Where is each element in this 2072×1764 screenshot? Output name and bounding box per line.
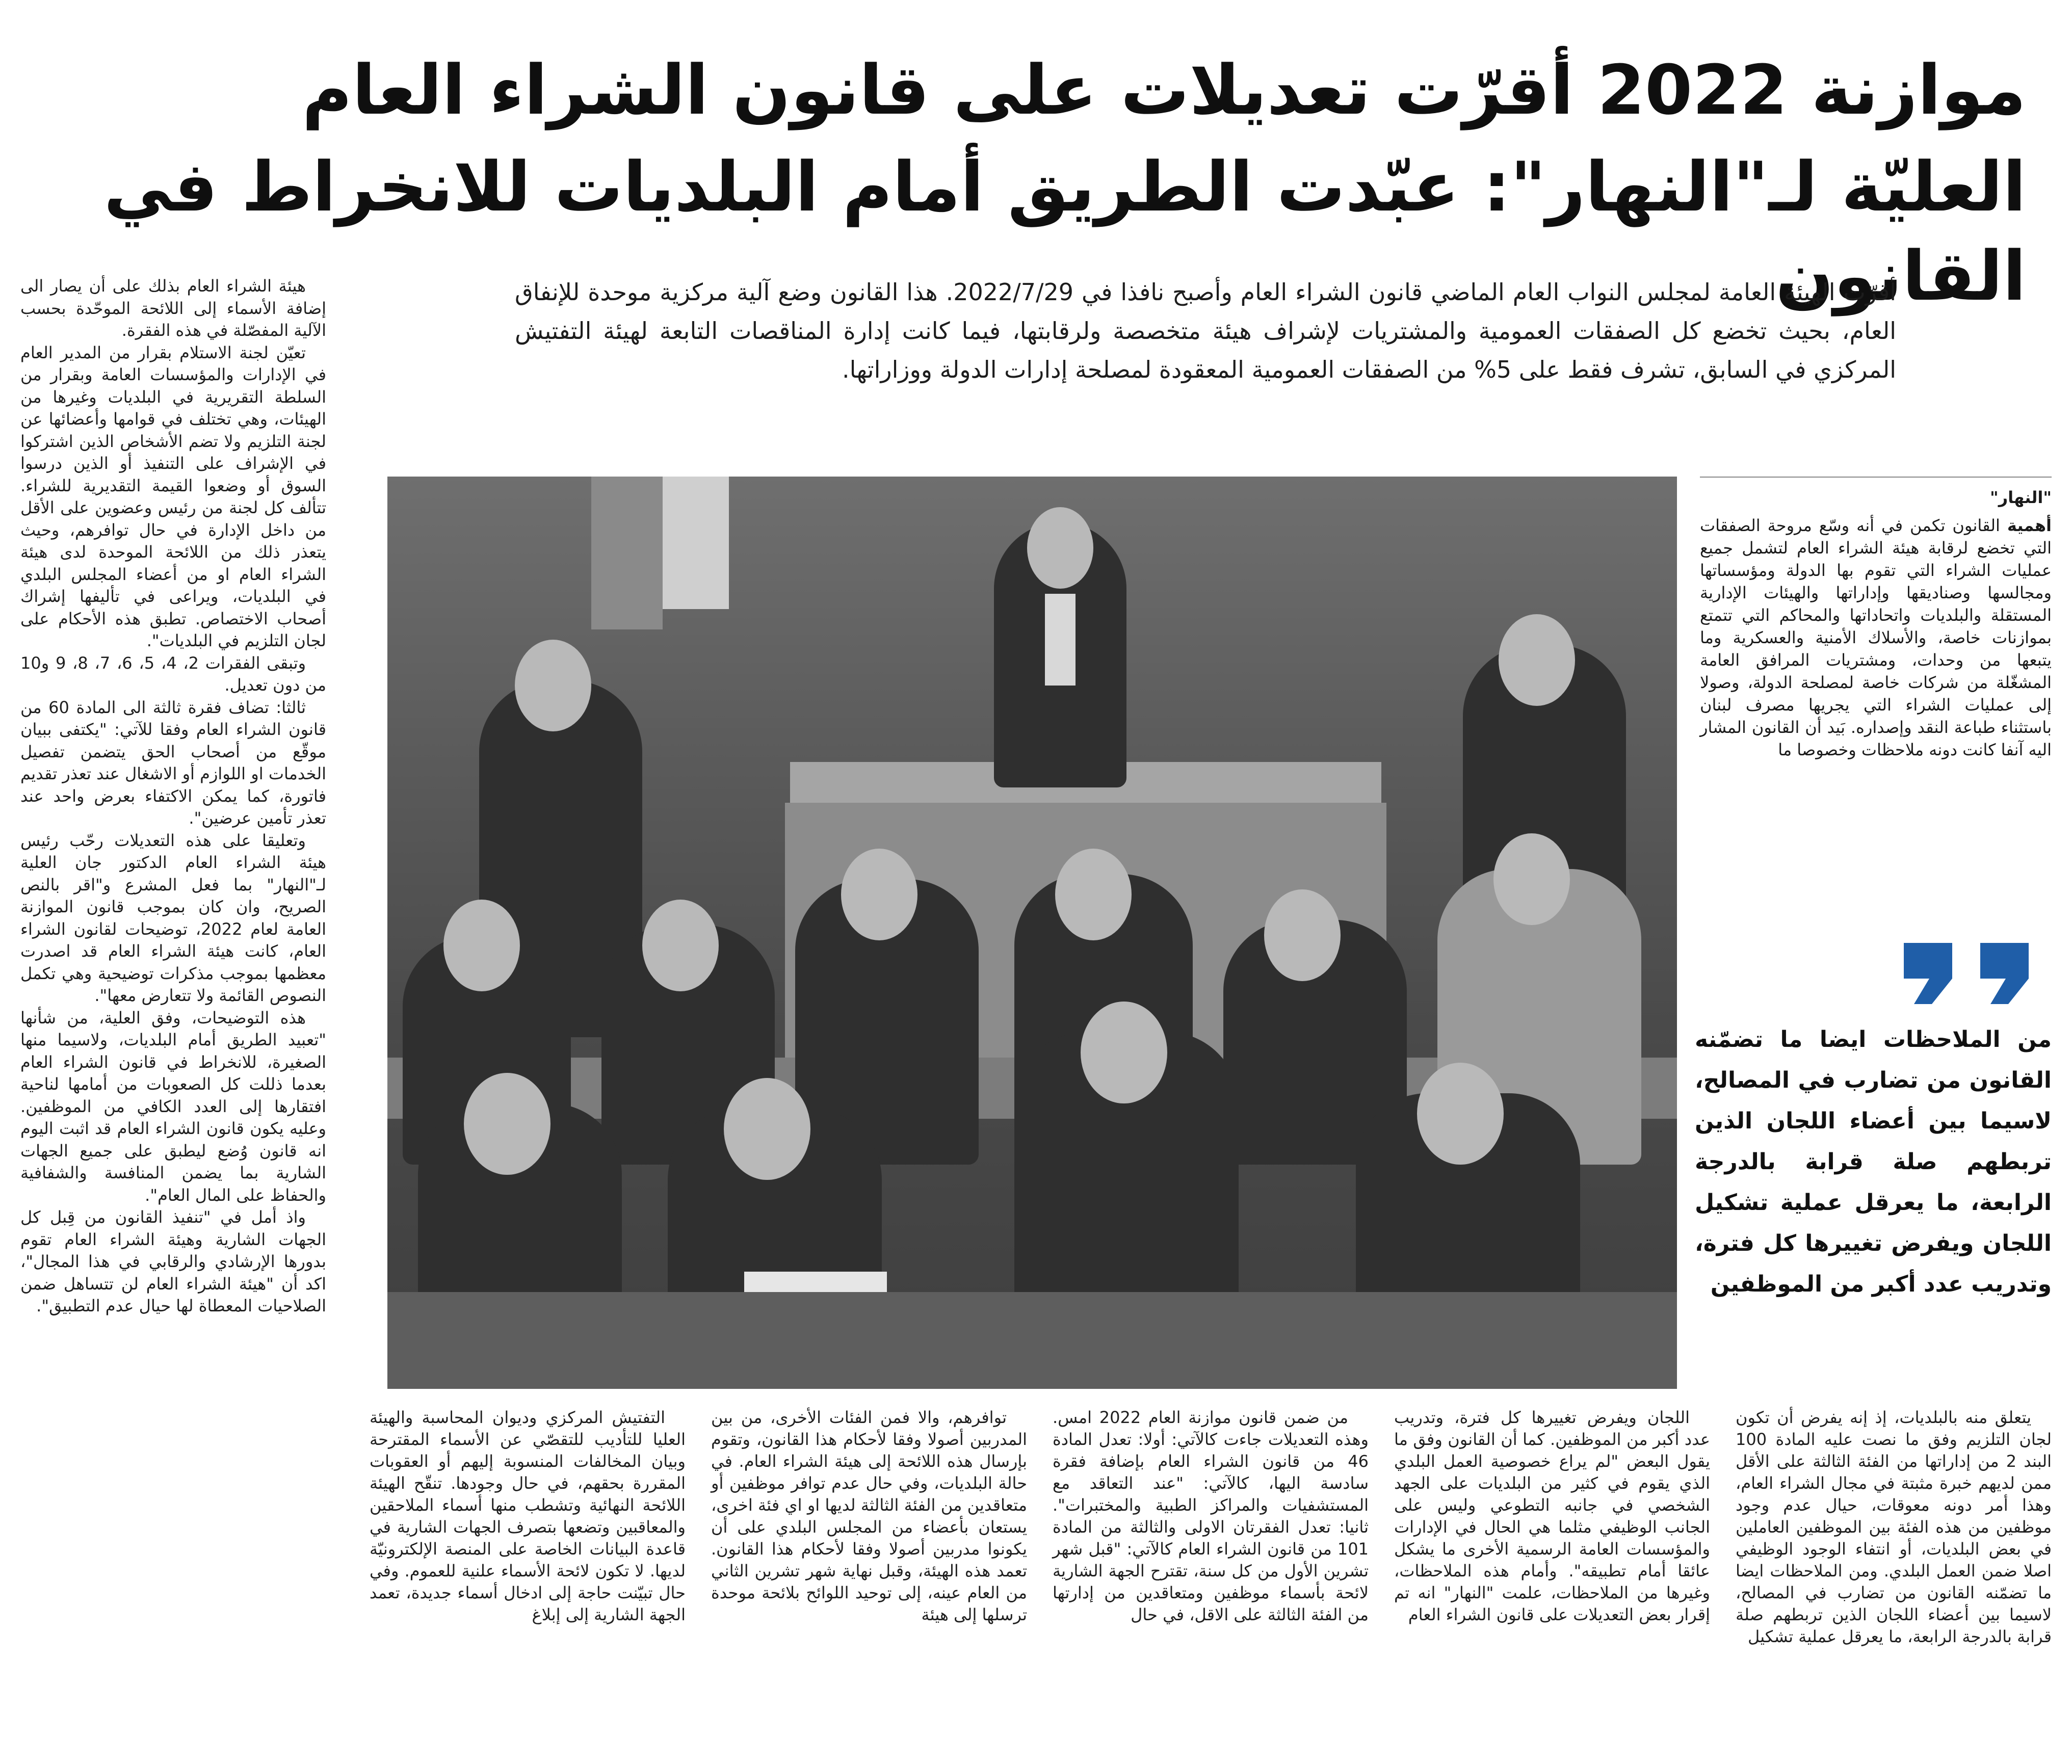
bottom-column xyxy=(711,1407,1027,1753)
bottom-paragraph: من ضمن قانون موازنة العام 2022 امس. وهذه التعديلات جاءت كالآتي: أولا: تعدل المادة 46 من قانون الشراء العام بإضافة فقرة سادسة اليها، كالآتي: "عند التعاقد مع المستشفيات والمراكز الطبية والمختبرات". ثانيا: تعدل الفقرتان الاولى والثالثة من المادة 101 من قانون الشراء العام كالآتي: "قبل شهر تشرين الأول من كل سنة، تقترح الجهة الشارية لائحة بأسماء موظفين ومتعاقدين من إدارتها من الفئة الثالثة على الاقل، في حال xyxy=(1053,1408,1369,1624)
bottom-column xyxy=(1394,1407,1710,1753)
left-paragraph: وتبقى الفقرات 2، 4، 5، 6، 7، 8، 9 و10 من دون تعديل. xyxy=(20,653,326,695)
person-face xyxy=(443,900,520,991)
flag-shape xyxy=(591,477,663,629)
person-face xyxy=(515,640,591,731)
person-face xyxy=(1027,507,1093,589)
person-face xyxy=(724,1078,810,1180)
bottom-paragraph: اللجان ويفرض تغييرها كل فترة، وتدريب عدد أكبر من الموظفين. كما أن القانون وفق ما يقول البعض "لم يراع خصوصية العمل البلدي الذي يقوم في كثير من البلديات على الجهد الشخصي في جانبه التطوعي وليس على الجانب الوظيفي مثلما هي الحال في الإدارات والمؤسسات العامة الرسمية الأخرى ما يشكل عائقا أمام تطبيقه". وأمام هذه الملاحظات، وغيرها من الملاحظات، علمت "النهار" انه تم إقرار بعض التعديلات على قانون الشراء العام xyxy=(1394,1408,1710,1624)
bottom-paragraph: يتعلق منه بالبلديات، إذ إنه يفرض أن تكون لجان التلزيم وفق ما نصت عليه المادة 100 البند 2 من إداراتها من الفئة الثالثة على الأقل ممن لديهم خبرة مثبتة في مجال الشراء العام، وهذا أمر دونه معوقات، حيال عدم وجود موظفين من هذه الفئة بين الموظفين العاملين في بعض البلديات، أو انتفاء الوجود الوظيفي اصلا ضمن العمل البلدي. ومن الملاحظات ايضا ما تضمّنه القانون من تضارب في المصالح، لاسيما بين أعضاء اللجان الذين تربطهم صلة قرابة بالدرجة الرابعة، ما يعرقل عملية تشكيل xyxy=(1736,1408,2052,1646)
quote-icon xyxy=(1904,943,2041,1004)
person-face xyxy=(1264,889,1341,981)
left-paragraph: هيئة الشراء العام بذلك على أن يصار الى إضافة الأسماء إلى اللائحة الموحّدة بحسب الآلية المفصّلة في هذه الفقرة. xyxy=(20,276,326,340)
flag-shape xyxy=(663,477,729,609)
person-face xyxy=(1499,614,1575,706)
person-face xyxy=(1055,849,1132,940)
parliament-session-photo xyxy=(387,477,1677,1389)
bottom-paragraph: التفتيش المركزي وديوان المحاسبة والهيئة العليا للتأديب للتقصّي عن الأسماء المقترحة وبيان المخالفات المنسوبة إليهم أو العقوبات المقررة بحقهم، في حال وجودها. تنقّح الهيئة اللائحة النهائية وتشطب منها أسماء الملاحقين والمعاقبين وتضعها بتصرف الجهات الشارية في قاعدة البيانات الخاصة على المنصة الإلكترونيّة لديها. لا تكون لائحة الأسماء علنية للعموم. وفي حال تبيّنت حاجة إلى ادخال أسماء جديدة، تعمد الجهة الشارية إلى إبلاغ xyxy=(370,1408,686,1624)
pull-quote: من الملاحظات ايضا ما تضمّنه القانون من تضارب في المصالح، لاسيما بين أعضاء اللجان الذين تربطهم صلة قرابة بالدرجة الرابعة، ما يعرقل عملية تشكيل اللجان ويفرض تغييرها كل فترة، وتدريب عدد أكبر من الموظفين xyxy=(1695,1026,2052,1297)
left-paragraph: واذ أمل في "تنفيذ القانون من قِبل كل الجهات الشارية وهيئة الشراء العام تقوم بدورها الإرشادي والرقابي في هذا المجال"، اكد أن "هيئة الشراء العام لن تتساهل ضمن الصلاحيات المعطاة لها حيال عدم التطبيق". xyxy=(20,1207,326,1315)
person-face xyxy=(1417,1063,1504,1165)
person-shirt xyxy=(1045,594,1076,686)
bottom-column xyxy=(370,1407,686,1753)
left-paragraph: هذه التوضيحات، وفق العلية، من شأنها "تعبيد الطريق أمام البلديات، ولاسيما منها الصغيرة، للانخراط في قانون الشراء العام بعدما ذللت كل الصعوبات من أمامها لناحية افتقارها إلى العدد الكافي من الموظفين. وعليه يكون قانون الشراء العام قد اثبت اليوم انه قانون وُضع ليطبق على جميع الجهات الشارية بما يضمن المنافسة والشفافية والحفاظ على المال العام". xyxy=(20,1008,326,1205)
bottom-paragraph: توافرهم، والا فمن الفئات الأخرى، من بين المدربين أصولا وفقا لأحكام هذا القانون، وتقوم بإرسال هذه اللائحة إلى هيئة الشراء العام. في حالة البلديات، وفي حال عدم توافر موظفين أو متعاقدين من الفئة الثالثة لديها او اي فئة اخرى، يستعان بأعضاء من المجلس البلدي على أن يكونوا مدربين أصولا وفقا لأحكام هذا القانون. تعمد هذه الهيئة، وقبل نهاية شهر تشرين الثاني من العام عينه، إلى توحيد اللوائح بلائحة موحدة ترسلها إلى هيئة xyxy=(711,1408,1027,1624)
sidebar-text: القانون تكمن في أنه وسّع مروحة الصفقات التي تخضع لرقابة هيئة الشراء العام لتشمل جميع عمليات الشراء التي تقوم بها الدولة ومؤسساتها ومجالسها وصناديقها وإداراتها والهيئات الإدارية المستقلة والبلديات واتحاداتها والمحاكم التي تتمتع بموازنات خاصة، والأسلاك الأمنية والعسكرية وما يتبعها من وحدات، ومشتريات المرافق العامة المشغّلة من شركات خاصة لمصلحة الدولة، وصولا إلى عمليات الشراء التي يجريها مصرف لبنان باستثناء طباعة النقد وإصداره. بَيد أن القانون المشار اليه آنفا كانت دونه ملاحظات وخصوصا ما xyxy=(1700,516,2052,759)
bottom-column xyxy=(1053,1407,1369,1753)
headline-line-1: موازنة 2022 أقرّت تعديلات على قانون الشراء العام xyxy=(302,50,2026,130)
sidebar-lead-word: أهمية xyxy=(2007,516,2052,535)
bottom-column xyxy=(1736,1407,2052,1753)
lead-paragraph: أقرّت الهيئة العامة لمجلس النواب العام الماضي قانون الشراء العام وأصبح نافذا في 2022/7/29. هذا القانون وضع آلية مركزية موحدة للإنفاق العام، بحيث تخضع كل الصفقات العمومية والمشتريات لإشراف هيئة متخصصة ولرقابتها، فيما كانت إدارة المناقصات التابعة لهيئة التفتيش المركزي في السابق، تشرف فقط على 5% من الصفقات العمومية المعقودة لمصلحة إدارات الدولة ووزاراتها. xyxy=(515,278,1896,383)
left-paragraph: وتعليقا على هذه التعديلات رحّب رئيس هيئة الشراء العام الدكتور جان العلية لـ"النهار" بما فعل المشرع و"اقر بالنص الصريح، وان كان بموجب قانون الموازنة العامة لعام 2022، توضيحات لقانون الشراء العام، كانت هيئة الشراء العام قد اصدرت معظمها بموجب مذكرات توضيحية وهي تكمل النصوص القائمة ولا تتعارض معها". xyxy=(20,830,327,1005)
bottom-columns xyxy=(20,1407,2052,1753)
person-face xyxy=(464,1073,550,1175)
sidebar xyxy=(1700,477,2052,761)
person-face xyxy=(1081,1002,1167,1103)
sidebar-body xyxy=(1700,514,2052,761)
sidebar-credit: "النهار" xyxy=(1990,488,2052,507)
person-face xyxy=(642,900,719,991)
desk-front xyxy=(387,1292,1677,1389)
person-face xyxy=(841,849,917,940)
sidebar-rule xyxy=(1700,477,2052,478)
person-face xyxy=(1493,833,1570,925)
left-paragraph: تعيّن لجنة الاستلام بقرار من المدير العام في الإدارات والمؤسسات العامة وبقرار من السلطة التقريرية في البلديات وغيرها من الهيئات، وهي تختلف في قوامها وأعضائها عن لجنة التلزيم ولا تضم الأشخاص الذين اشتركوا في الإشراف على التنفيذ أو الذين درسوا السوق أو وضعوا القيمة التقديرية للشراء. تتألف كل لجنة من رئيس وعضوين على الأقل من داخل الإدارة في حال توافرهم، وحيث يتعذر ذلك من اللائحة الموحدة لدى هيئة الشراء العام او من أعضاء المجلس البلدي في البلديات، ويراعى في تأليفها إشراك أصحاب الاختصاص. تطبق هذه الأحكام على لجان التلزيم في البلديات". xyxy=(20,343,326,650)
headline-line-2: العليّة لـ"النهار": عبّدت الطريق أمام البلديات للانخراط في القانون xyxy=(103,147,2026,316)
left-column xyxy=(20,275,327,1315)
left-paragraph: ثالثا: تضاف فقرة ثالثة الى المادة 60 من قانون الشراء العام وفقا للآتي: "يكتفى ببيان موقّع من أصحاب الحق يتضمن تفصيل الخدمات او اللوازم أو الاشغال عند تعذر تقديم فاتورة، كما يمكن الاكتفاء بعرض واحد عند تعذر تأمين عرضين". xyxy=(20,697,326,828)
